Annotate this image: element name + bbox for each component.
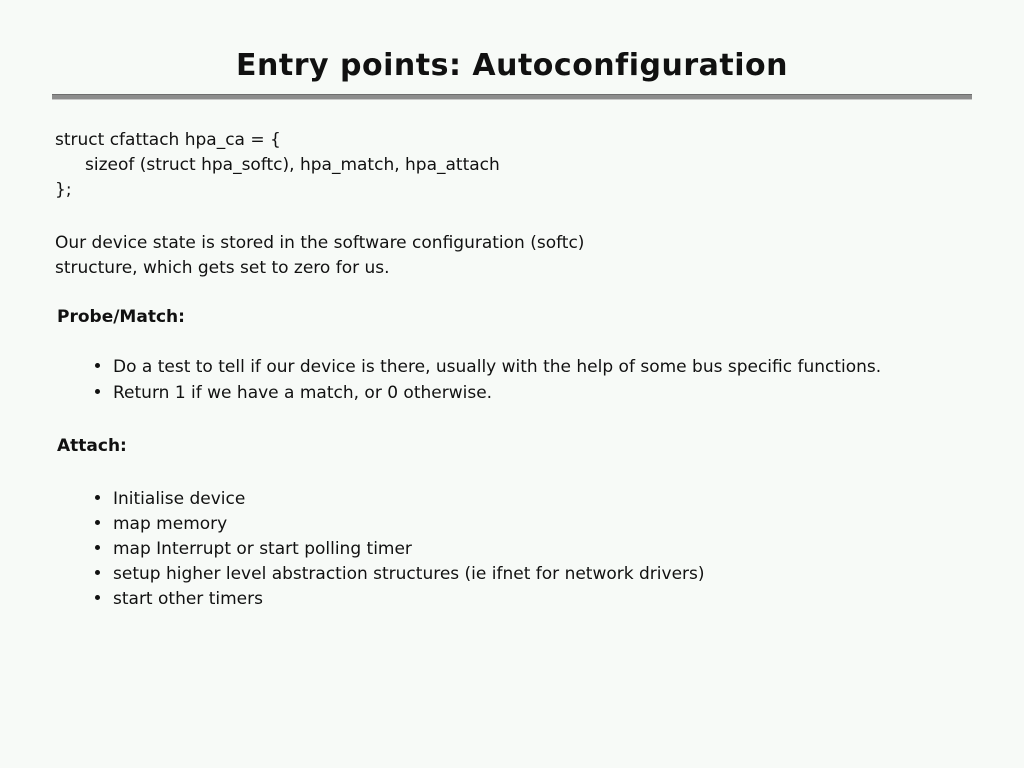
spacer [55,406,995,434]
list-item-label: setup higher level abstraction structures (ie ifnet for network drivers) [113,564,705,584]
list-item-label: start other timers [113,589,263,609]
spacer [55,330,995,354]
list-item [95,512,995,537]
code-block [55,128,995,203]
bullet-dot-icon [95,545,100,550]
bullet-list-probe-match [55,354,995,406]
title-divider [52,94,972,100]
list-item [95,380,995,406]
list-item [95,487,995,512]
paragraph-line: Our device state is stored in the software configuration (softc) [55,233,585,253]
spacer [55,281,995,305]
code-line: }; [55,180,72,200]
section-heading-probe-match: Probe/Match: [57,307,185,327]
slide-body [55,128,995,612]
list-item-label: Initialise device [113,489,246,509]
bullet-dot-icon [95,495,100,500]
code-line: struct cfattach hpa_ca = { [55,130,281,150]
spacer [55,459,995,487]
bullet-dot-icon [95,595,100,600]
bullet-dot-icon [95,520,100,525]
paragraph-line: structure, which gets set to zero for us. [55,258,390,278]
code-line: sizeof (struct hpa_softc), hpa_match, hpa_attach [85,155,500,175]
list-item-label: Do a test to tell if our device is there, usually with the help of some bus specific functions. [113,357,882,377]
list-item [95,354,995,380]
bullet-dot-icon [95,363,100,368]
section-heading-attach: Attach: [57,436,127,456]
bullet-dot-icon [95,570,100,575]
list-item-label: map Interrupt or start polling timer [113,539,412,559]
list-item [95,537,995,562]
list-item [95,587,995,612]
bullet-list-attach [55,487,995,612]
list-item-label: map memory [113,514,228,534]
bullet-dot-icon [95,389,100,394]
spacer [55,203,995,231]
slide-title: Entry points: Autoconfiguration [236,48,788,83]
list-item-label: Return 1 if we have a match, or 0 otherwise. [113,383,493,403]
list-item [95,562,995,587]
